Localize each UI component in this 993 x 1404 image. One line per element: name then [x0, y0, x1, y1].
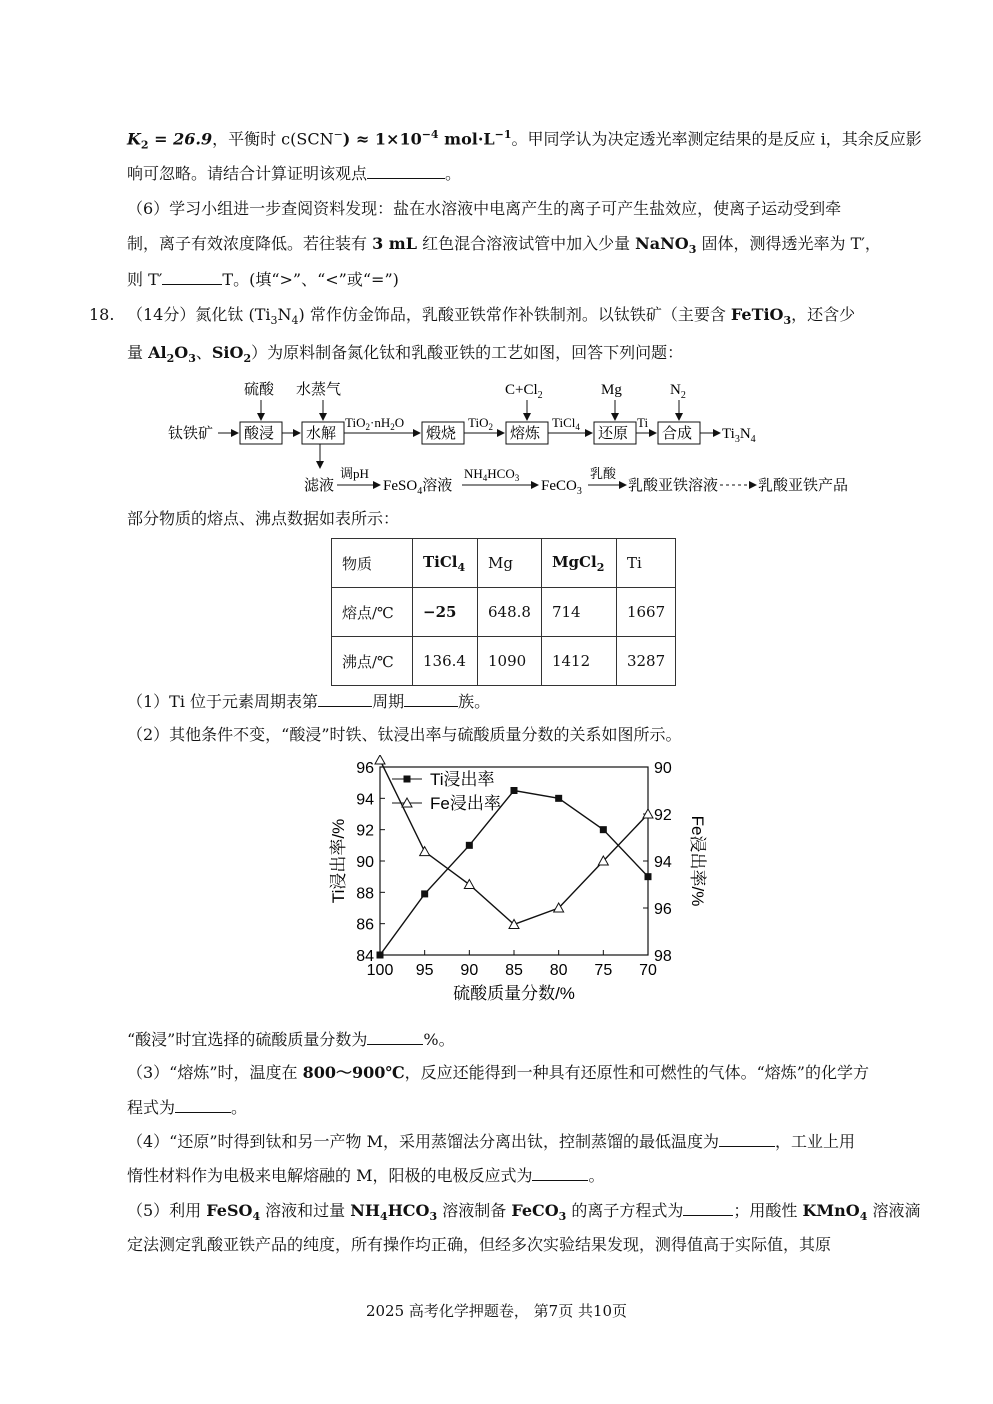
answer-blank[interactable] — [532, 1164, 588, 1181]
sio-sub: 2 — [243, 352, 252, 366]
step-smelt: 熔炼 — [510, 426, 541, 442]
y-right-tick-label: 92 — [654, 807, 672, 824]
q18b-tail: ）为原料制备氮化钛和乳酸亚铁的工艺如图，回答下列问题： — [251, 343, 684, 362]
x-tick-label: 75 — [594, 962, 613, 979]
table-row — [332, 588, 676, 637]
q18-number — [89, 304, 114, 326]
feco3-text: FeCO — [511, 1201, 559, 1220]
step-calcine: 煅烧 — [426, 426, 457, 442]
q6b-mid: 红色混合溶液试管中加入少量 — [416, 234, 636, 253]
p1-text: （1）Ti 位于元素周期表第 — [127, 692, 319, 711]
input-n2: $N_2$ — [670, 382, 686, 401]
conc-unit: mol·L — [438, 129, 495, 149]
table-intro — [127, 508, 399, 530]
q18-mid: ) 常作仿金饰品，乳酸亚铁常作补铁制剂。以钛铁矿（主要含 — [298, 305, 731, 324]
scn-text: ，平衡时 c(SCN — [212, 129, 334, 149]
line-p2 — [127, 724, 682, 746]
arrow-ti: Ti — [637, 415, 649, 430]
line-p2a — [127, 1028, 455, 1051]
sio: SiO — [211, 343, 244, 362]
x-tick-label: 80 — [549, 962, 568, 979]
input-sulfuric-acid: 硫酸 — [244, 382, 275, 398]
h1-sub: 4 — [457, 560, 466, 574]
table-row — [332, 637, 676, 686]
x-tick-label: 95 — [415, 962, 434, 979]
legend-label-fe: Fe浸出率 — [430, 794, 501, 813]
comma: 、 — [195, 343, 212, 362]
q6-text: （6）学习小组进一步查阅资料发现：盐在水溶液中电离产生的离子可产生盐效应，使离子运动受到牵 — [127, 199, 842, 218]
period: 。 — [231, 1098, 248, 1117]
p5-mid4: ；用酸性 — [733, 1201, 803, 1220]
y-right-tick-label: 90 — [654, 760, 672, 777]
answer-blank[interactable] — [318, 690, 372, 707]
p4-text: （4）“还原”时得到钛和另一产物 M，采用蒸馏法分离出钛，控制蒸馏的最低温度为 — [127, 1132, 720, 1151]
header-mg — [478, 539, 542, 588]
input-steam: 水蒸气 — [296, 382, 342, 398]
nh4: NH — [350, 1201, 381, 1220]
arrow-tio2-nh2o: $TiO_2\cdot nH_2O$ — [345, 415, 405, 432]
answer-blank[interactable] — [683, 1199, 733, 1216]
line-p1 — [127, 690, 490, 713]
footer-text: 2025 高考化学押题卷， 第7页 共10页 — [365, 1302, 628, 1320]
line-q6 — [127, 198, 841, 220]
p3-tail: ，反应还能得到一种具有还原性和可燃性的气体。“熔炼”的化学方 — [404, 1063, 869, 1082]
q18b-text: 量 — [127, 343, 149, 362]
line-q18b — [127, 342, 683, 370]
h2: Mg — [488, 554, 513, 572]
feso4-solution: FeSO$_4$溶液 — [383, 478, 453, 497]
p3b-text: 程式为 — [127, 1098, 176, 1117]
cell: −25 — [413, 588, 478, 637]
p6-text: 定法测定乳酸亚铁产品的纯度，所有操作均正确，但经多次实验结果发现，测得值高于实际值，其原 — [127, 1235, 832, 1254]
ti-data-point — [421, 890, 428, 897]
p2a-text: “酸浸”时宜选择的硫酸质量分数为 — [127, 1030, 368, 1049]
ferrous-lactate-solution: 乳酸亚铁溶液 — [628, 478, 719, 494]
series-line-left — [380, 791, 648, 956]
fe-data-point — [420, 847, 430, 856]
fe-data-point — [375, 755, 385, 764]
x-tick-label: 70 — [639, 962, 657, 979]
q18-tail: ，还含少 — [791, 305, 856, 324]
y-left-tick-label: 94 — [356, 791, 374, 809]
step-hydrolysis: 水解 — [306, 426, 337, 442]
p5-tail: 溶液滴 — [867, 1201, 921, 1220]
p1-group: 族。 — [458, 692, 491, 711]
line-p6 — [127, 1234, 831, 1256]
ti-data-point — [377, 952, 384, 959]
arrow-ticl4: TiCl$_4$ — [552, 415, 580, 432]
p4b-text: 惰性材料作为电极来电解熔融的 M，阳极的电极反应式为 — [127, 1166, 533, 1185]
p3-text: （3）“熔炼”时，温度在 — [127, 1063, 303, 1082]
line-p4 — [127, 1130, 855, 1153]
scn-charge: − — [333, 128, 343, 141]
line-q6b — [127, 233, 881, 261]
leach-rate-chart — [0, 755, 993, 1025]
h4: Ti — [626, 554, 642, 572]
line-p4b — [127, 1164, 605, 1187]
q6b-text: 制，离子有效浓度降低。若往装有 — [127, 234, 373, 253]
ferrous-lactate-product: 乳酸亚铁产品 — [758, 478, 849, 494]
q18-num: 18. — [89, 305, 115, 324]
legend-marker-ti — [404, 776, 411, 783]
page-footer — [0, 1300, 993, 1321]
temperature: 800～900℃ — [302, 1063, 405, 1082]
properties-table — [331, 538, 676, 686]
q6c-tail: T。(填“>”、“<”或“=”) — [222, 270, 399, 289]
y-left-tick-label: 96 — [356, 760, 374, 777]
cell: 714 — [541, 588, 616, 637]
cell: 沸点/℃ — [332, 637, 413, 686]
y-left-tick-label: 90 — [356, 854, 374, 871]
adjust-ph: 调pH — [340, 466, 369, 481]
p2a-tail: %。 — [423, 1030, 455, 1049]
x-tick-label: 90 — [460, 962, 479, 979]
volume: 3 mL — [372, 234, 417, 253]
y-left-tick-label: 92 — [356, 822, 374, 840]
nano3-sub: 3 — [688, 243, 697, 257]
ti-data-point — [466, 842, 473, 849]
ti-data-point — [555, 795, 562, 802]
p1-period: 周期 — [372, 692, 405, 711]
fe-data-point — [464, 880, 474, 889]
p5-mid3: 的离子方程式为 — [566, 1201, 684, 1220]
n-text: N — [277, 305, 292, 324]
q6c-text: 则 T′ — [127, 270, 163, 289]
header-substance — [332, 539, 413, 588]
input-mg: Mg — [601, 382, 622, 398]
y-right-tick-label: 96 — [654, 901, 672, 918]
period: 。 — [588, 1166, 605, 1185]
table-intro-text: 部分物质的熔点、沸点数据如表所示： — [127, 509, 400, 528]
cell: 1090 — [478, 637, 542, 686]
nh4-sub: 4 — [380, 1210, 388, 1224]
nano3: NaNO — [635, 234, 689, 253]
cell: 3287 — [616, 637, 675, 686]
input-c-cl2: $C+Cl_2$ — [505, 382, 543, 401]
conc-value: ) ≈ 1×10 — [342, 129, 422, 149]
h1: TiCl — [423, 552, 458, 571]
y-left-tick-label: 86 — [356, 916, 374, 934]
proof-text: 响可忽略。请结合计算证明该观点 — [127, 164, 368, 183]
ti-data-point — [511, 787, 518, 794]
fetio3: FeTiO — [730, 305, 784, 324]
feso4: FeSO — [206, 1201, 253, 1220]
line-k2 — [127, 124, 922, 157]
x-tick-label: 100 — [366, 962, 394, 979]
feco3: FeCO$_3$ — [541, 478, 582, 497]
conc-exp: −4 — [421, 128, 439, 141]
cell: 1667 — [616, 588, 675, 637]
p5-text: （5）利用 — [127, 1201, 207, 1220]
line-proof — [127, 162, 461, 185]
answer-blank[interactable] — [367, 1028, 423, 1045]
n-sub: 4 — [291, 314, 299, 328]
lactic-acid: 乳酸 — [590, 466, 617, 481]
hco-sub: 3 — [429, 1210, 438, 1224]
y-left-tick-label: 84 — [356, 948, 374, 965]
feco3-sub: 3 — [558, 1210, 567, 1224]
al-sub: 2 — [166, 352, 175, 366]
answer-blank[interactable] — [162, 268, 222, 285]
cell: 136.4 — [413, 637, 478, 686]
feso4-sub: 4 — [252, 1210, 261, 1224]
line-p3b — [127, 1096, 247, 1119]
fetio3-sub: 3 — [783, 314, 792, 328]
o: O — [174, 343, 189, 362]
k-symbol: K — [127, 129, 141, 149]
kmno4-sub: 4 — [859, 1210, 868, 1224]
x-tick-label: 85 — [505, 962, 523, 979]
answer-blank[interactable] — [367, 162, 445, 179]
header-mgcl2 — [541, 539, 616, 588]
cell: 熔点/℃ — [332, 588, 413, 637]
period: 。 — [445, 164, 462, 183]
nh4hco3: $NH_4HCO_3$ — [464, 466, 520, 483]
y-right-tick-label: 94 — [654, 854, 672, 871]
header-ti — [616, 539, 675, 588]
ti-data-point — [645, 873, 652, 880]
h0: 物质 — [342, 554, 373, 573]
answer-blank[interactable] — [719, 1130, 775, 1147]
p4-tail: ，工业上用 — [775, 1132, 856, 1151]
step-acid-leach: 酸浸 — [244, 426, 275, 442]
h3: MgCl — [551, 552, 597, 571]
p5-mid1: 溶液和过量 — [260, 1201, 351, 1220]
ti-sub: 3 — [270, 314, 278, 328]
q6b-tail: 固体，测得透光率为 T′， — [696, 234, 881, 253]
process-flow-diagram — [0, 370, 993, 505]
cell: 648.8 — [478, 588, 542, 637]
ti-data-point — [600, 826, 607, 833]
k-value: = 26.9 — [148, 129, 213, 149]
conc-unit-exp: −1 — [494, 128, 512, 141]
al: Al — [148, 343, 167, 362]
y-right-tick-label: 98 — [654, 948, 672, 965]
line-q6c — [127, 268, 399, 291]
legend-label-ti: Ti浸出率 — [430, 770, 495, 789]
header-ticl4 — [413, 539, 478, 588]
flow-end-ti3n4: $Ti_3N_4$ — [722, 426, 756, 445]
step-synthesis: 合成 — [662, 426, 693, 442]
table-header-row — [332, 539, 676, 588]
p2-text: （2）其他条件不变，“酸浸”时铁、钛浸出率与硫酸质量分数的关系如图所示。 — [127, 725, 682, 744]
flow-start: 钛铁矿 — [168, 426, 214, 442]
answer-blank[interactable] — [404, 690, 458, 707]
y-left-tick-label: 88 — [356, 885, 374, 903]
x-axis-label: 硫酸质量分数/% — [453, 984, 575, 1003]
h3-sub: 2 — [596, 560, 605, 574]
answer-blank[interactable] — [175, 1096, 231, 1113]
arrow-tio2: TiO$_2$ — [468, 415, 493, 432]
filtrate: 滤液 — [304, 478, 335, 494]
o-sub: 3 — [188, 352, 196, 366]
line-p3 — [127, 1062, 869, 1084]
line1-tail: 。甲同学认为决定透光率测定结果的是反应 i，其余反应影 — [511, 129, 922, 149]
y-right-axis-label: Fe浸出率/% — [688, 815, 707, 907]
step-reduce: 还原 — [598, 426, 629, 442]
q18-text: （14分）氮化钛 (Ti — [127, 305, 271, 324]
k-sub: 2 — [140, 138, 149, 152]
kmno4: KMnO — [802, 1201, 860, 1220]
line-p5 — [127, 1199, 920, 1228]
line-q18 — [127, 304, 855, 332]
y-left-axis-label: Ti浸出率/% — [329, 818, 348, 904]
cell: 1412 — [541, 637, 616, 686]
hco: HCO — [387, 1201, 430, 1220]
p5-mid2: 溶液制备 — [437, 1201, 512, 1220]
